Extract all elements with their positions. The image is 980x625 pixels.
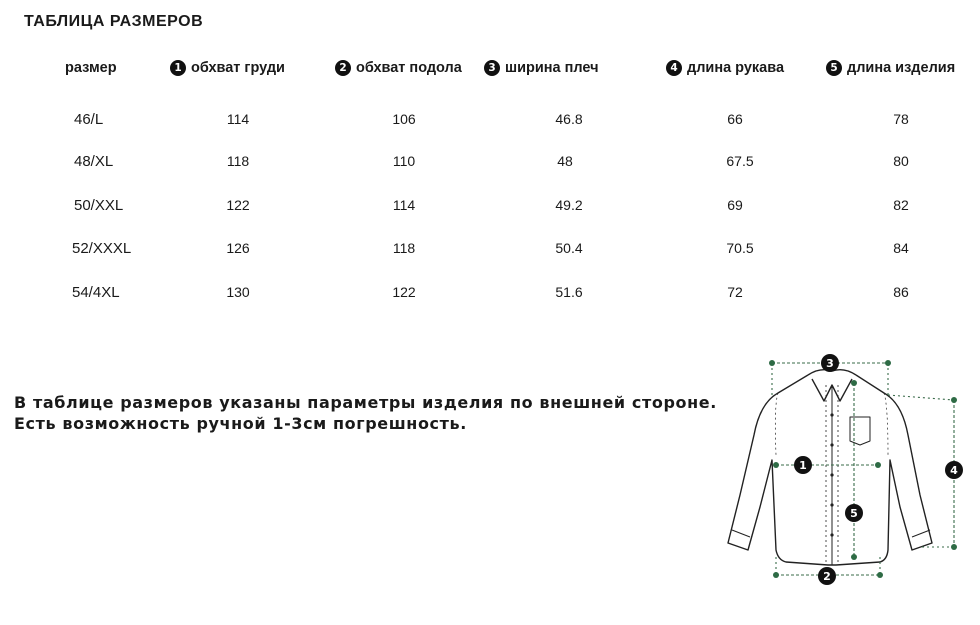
table-row [0,240,980,260]
table-row [0,153,980,173]
header-size [65,60,117,76]
cell-size: 52/XXXL [72,240,132,257]
cell-size: 46/L [74,111,104,128]
cell-chest: 126 [226,240,250,256]
cell-length: 82 [893,197,909,213]
cell-sleeve: 72 [727,284,743,300]
diagram-marker-4-icon [945,461,963,479]
marker-2-icon: 2 [335,60,351,76]
diagram-marker-3-text: 3 [826,357,834,370]
diagram-marker-5-icon [845,504,863,522]
header-chest-label: обхват груди [191,60,285,76]
cell-shoulders: 48 [557,153,573,169]
diagram-marker-2-text: 2 [823,570,831,583]
cell-hem: 118 [392,240,416,256]
cell-chest: 114 [226,111,250,127]
cell-sleeve: 66 [727,111,743,127]
marker-5-icon: 5 [826,60,842,76]
cell-shoulders: 46.8 [555,111,583,127]
cell-length: 78 [893,111,909,127]
cell-length: 84 [893,240,909,256]
cell-length: 80 [893,153,909,169]
note-line-2: Есть возможность ручной 1-3см погрешность. [14,414,467,433]
header-length-label: длина изделия [847,60,956,76]
header-hem-label: обхват подола [356,60,462,76]
table-row [0,284,980,304]
cell-size: 50/XXL [74,197,124,214]
diagram-marker-3-icon [821,354,839,372]
shirt-outline [728,370,932,565]
page-title: ТАБЛИЦА РАЗМЕРОВ [24,13,204,30]
cell-length: 86 [893,284,909,300]
marker-3-icon: 3 [484,60,500,76]
diagram-marker-5-text: 5 [850,507,858,520]
cell-sleeve: 69 [727,197,743,213]
cell-shoulders: 49.2 [555,197,583,213]
measurement-note [14,392,717,434]
cell-size: 48/XL [74,153,114,170]
cell-chest: 118 [226,153,250,169]
header-sleeve-label: длина рукава [687,60,785,76]
cell-sleeve: 67.5 [726,153,754,169]
cell-hem: 122 [392,284,416,300]
cell-size: 54/4XL [72,284,120,301]
header-size-label: размер [65,60,117,76]
cell-hem: 110 [392,153,416,169]
cell-hem: 106 [392,111,416,127]
header-sleeve [666,60,784,76]
cell-hem: 114 [392,197,416,213]
cell-shoulders: 51.6 [555,284,583,300]
cell-chest: 130 [226,284,250,300]
diagram-marker-2-icon [818,567,836,585]
cell-sleeve: 70.5 [726,240,754,256]
marker-4-icon: 4 [666,60,682,76]
table-row [0,111,980,131]
cell-chest: 122 [226,197,250,213]
diagram-marker-1-text: 1 [799,459,807,472]
marker-1-icon: 1 [170,60,186,76]
cell-shoulders: 50.4 [555,240,583,256]
shirt-measurement-diagram [720,345,980,590]
header-shoulders [484,60,599,76]
header-hem [335,60,462,76]
table-row [0,197,980,217]
diagram-marker-1-icon [794,456,812,474]
header-chest [170,60,285,76]
diagram-marker-4-text: 4 [950,464,958,477]
header-length [826,60,955,76]
note-line-1: В таблице размеров указаны параметры изделия по внешней стороне. [14,393,717,412]
header-shoulders-label: ширина плеч [505,60,599,76]
